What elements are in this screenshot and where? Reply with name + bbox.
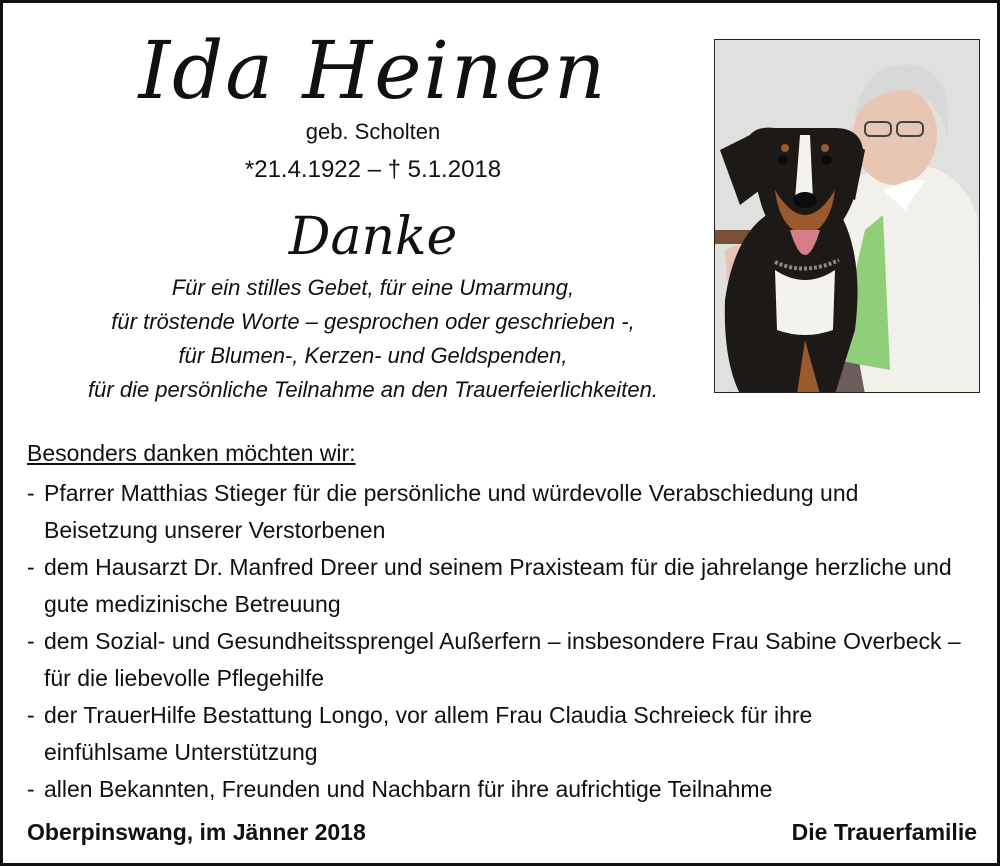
thanks-line: für die persönliche Teilnahme an den Trauerfeierlichkeiten. <box>88 377 658 402</box>
list-item-line: gute medizinische Betreuung <box>44 591 341 617</box>
thanks-line: Für ein stilles Gebet, für eine Umarmung, <box>171 275 575 300</box>
special-thanks-heading: Besonders danken möchten wir: <box>27 440 356 466</box>
list-item <box>27 549 977 623</box>
place-and-date: Oberpinswang, im Jänner 2018 <box>27 819 366 845</box>
list-item-line: einfühlsame Unterstützung <box>44 739 318 765</box>
maiden-name: geb. Scholten <box>305 119 441 144</box>
special-thanks-list <box>27 475 977 808</box>
list-item <box>27 697 977 771</box>
thanks-line: für Blumen-, Kerzen- und Geldspenden, <box>178 343 568 368</box>
signature: Die Trauerfamilie <box>791 819 977 845</box>
list-item-line: - Pfarrer Matthias Stieger für die persönliche und würdevolle Verabschiedung und <box>44 480 859 506</box>
portrait-photo-icon <box>715 40 980 393</box>
life-dates: *21.4.1922 – † 5.1.2018 <box>244 156 502 183</box>
special-thanks <box>27 435 977 808</box>
thanks-line: für tröstende Worte – gesprochen oder geschrieben -, <box>111 309 635 334</box>
list-item-line: für die liebevolle Pflegehilfe <box>44 665 325 691</box>
list-item <box>27 623 977 697</box>
thanks-title: Danke <box>288 207 458 267</box>
list-item <box>27 475 977 549</box>
list-item-line: - dem Sozial- und Gesundheitssprengel Außerfern – insbesondere Frau Sabine Overbeck – <box>44 628 961 654</box>
portrait-photo-icon <box>714 39 980 393</box>
thanks-text <box>43 271 703 407</box>
list-item-line: - dem Hausarzt Dr. Manfred Dreer und seinem Praxisteam für die jahrelange herzliche und <box>44 554 952 580</box>
list-item-line: - der TrauerHilfe Bestattung Longo, vor allem Frau Claudia Schreieck für ihre <box>44 702 813 728</box>
list-item <box>27 771 977 808</box>
list-item-line: - allen Bekannten, Freunden und Nachbarn für ihre aufrichtige Teilnahme <box>44 776 773 802</box>
list-item-line: Beisetzung unserer Verstorbenen <box>44 517 386 543</box>
deceased-name: Ida Heinen <box>138 24 608 117</box>
